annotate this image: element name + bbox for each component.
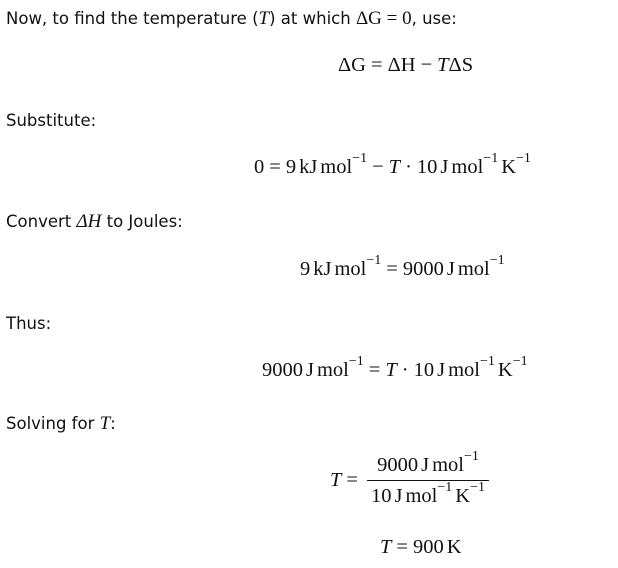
eq3-nine: 9: [300, 258, 311, 280]
eq2-mol2: mol: [451, 156, 484, 178]
solving-text-start: Solving for: [6, 414, 100, 433]
eq4-mol: mol: [316, 359, 349, 381]
fraction: [367, 450, 489, 511]
eq4-exponent2: −1: [479, 354, 495, 370]
eq2-kj: kJ: [299, 156, 318, 178]
solving-variable-t: T: [99, 413, 111, 434]
equals-zero: = 0: [381, 8, 412, 29]
eq5-t: T: [330, 469, 342, 491]
eq3-mol: mol: [334, 258, 367, 280]
eq1-delta-s: ΔS: [448, 54, 474, 76]
eq1-delta-h: ΔH: [387, 54, 416, 76]
fraction-numerator: [373, 450, 483, 480]
intro-text-start: Now, to find the temperature (: [6, 9, 259, 28]
thus-label: Thus:: [6, 314, 52, 333]
eq2-t: T: [388, 156, 401, 178]
eq2-zero: 0: [254, 156, 265, 178]
eq3-kj: kJ: [313, 258, 332, 280]
eq6-k: K: [446, 536, 462, 558]
eq2-j: J: [440, 156, 449, 178]
fraction-denominator: [367, 481, 489, 511]
eq4-exponent: −1: [348, 354, 364, 370]
eq5-equals: =: [346, 469, 358, 491]
convert-text-start: Convert: [6, 212, 77, 231]
num-j: J: [421, 454, 430, 476]
eq3-value: 9000: [402, 258, 444, 280]
eq2-dot: ·: [405, 156, 412, 178]
convert-text-end: to Joules:: [101, 212, 183, 231]
eq4-dot: ·: [401, 359, 409, 381]
eq2-nine: 9: [285, 156, 297, 178]
den-value: 10: [370, 485, 392, 507]
den-k: K: [455, 485, 471, 507]
eq4-j: J: [306, 359, 314, 381]
intro-text-middle: ) at which: [269, 9, 356, 28]
fraction-equation: [330, 450, 489, 511]
den-exponent2: −1: [470, 480, 485, 496]
thus-equation: [262, 354, 528, 383]
eq4-j2: J: [437, 359, 446, 381]
eq3-j: J: [446, 258, 455, 280]
eq4-mol2: mol: [448, 359, 480, 381]
eq3-exponent2: −1: [489, 253, 505, 269]
eq2-k: K: [501, 156, 517, 178]
substitute-label: Substitute:: [6, 111, 97, 130]
eq4-t: T: [385, 359, 397, 381]
eq1-equals: =: [371, 54, 383, 76]
intro-sentence: [6, 8, 457, 30]
conversion-equation: [300, 253, 505, 282]
result-equation: [380, 534, 462, 560]
delta-h-symbol: ΔH: [76, 211, 102, 232]
convert-sentence: [6, 211, 183, 233]
eq2-exponent2: −1: [483, 151, 499, 167]
eq2-ten: 10: [416, 156, 438, 178]
solving-sentence: [6, 413, 116, 435]
eq4-value: 9000: [262, 359, 303, 381]
eq2-exponent: −1: [352, 151, 368, 167]
delta-g-symbol: ΔG: [355, 8, 382, 29]
den-mol: mol: [405, 485, 438, 507]
eq1-minus: −: [420, 54, 433, 76]
den-j: J: [394, 485, 403, 507]
eq1-t: T: [437, 54, 449, 76]
eq3-mol2: mol: [457, 258, 490, 280]
variable-temperature: T: [258, 8, 270, 29]
eq4-k: K: [497, 359, 513, 381]
eq6-equals: =: [396, 536, 408, 558]
eq3-exponent: −1: [366, 253, 382, 269]
solving-text-end: :: [110, 414, 116, 433]
eq4-ten: 10: [413, 359, 435, 381]
num-exponent: −1: [463, 449, 479, 465]
num-mol: mol: [432, 454, 464, 476]
eq6-t: T: [380, 536, 392, 558]
eq2-equals: =: [269, 156, 281, 178]
eq1-lhs: ΔG: [338, 54, 366, 76]
eq4-equals: =: [368, 359, 381, 381]
gibbs-equation: [338, 52, 473, 78]
eq3-equals: =: [386, 258, 398, 280]
intro-text-end: , use:: [411, 9, 457, 28]
num-value: 9000: [377, 454, 419, 476]
substitution-equation: [254, 151, 531, 180]
eq6-value: 900: [412, 536, 444, 558]
eq2-mol: mol: [320, 156, 353, 178]
den-exponent: −1: [437, 480, 453, 496]
eq2-exponent3: −1: [516, 151, 531, 167]
eq2-minus: −: [372, 156, 384, 178]
eq4-exponent3: −1: [512, 354, 528, 370]
